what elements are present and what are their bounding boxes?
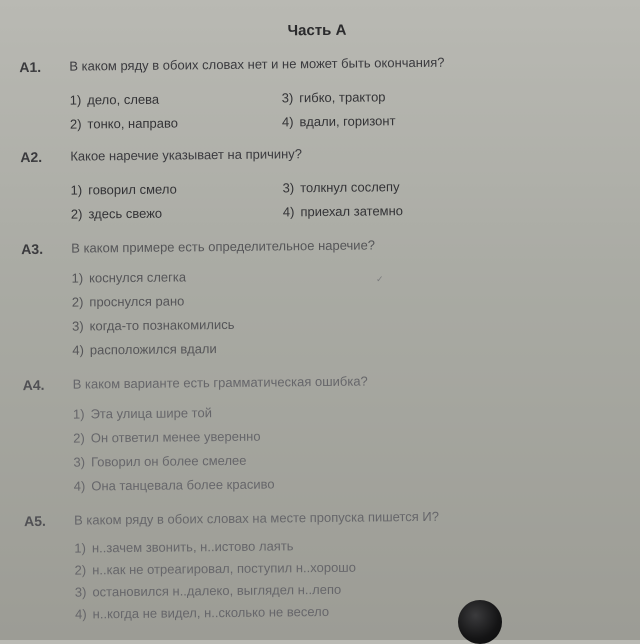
option-4 [282, 113, 396, 129]
option-number: 1) [69, 92, 82, 108]
option-number: 3) [71, 318, 84, 334]
option-number: 2) [69, 116, 82, 132]
option-2 [72, 293, 185, 309]
question-number: А3. [21, 240, 44, 258]
option-text: н..как не отреагировал, поступил н..хорошо [92, 559, 356, 578]
option-text: расположился вдали [89, 341, 217, 358]
option-text: Он ответил менее уверенно [90, 428, 261, 446]
question-a5 [24, 507, 624, 622]
option-2 [75, 560, 356, 578]
option-number: 4) [73, 478, 86, 494]
option-4 [74, 476, 275, 493]
option-3 [283, 179, 400, 195]
option-text: Говорил он более смелее [90, 452, 247, 470]
question-number: А4. [22, 376, 45, 394]
option-2 [73, 429, 260, 446]
option-4 [283, 203, 403, 219]
page-heading: Часть А [287, 21, 347, 40]
option-3 [75, 582, 342, 600]
option-number: 2) [73, 430, 85, 446]
option-text: вдали, горизонт [299, 113, 396, 130]
question-number: А2. [20, 148, 43, 166]
question-a2 [20, 143, 620, 222]
question-a1 [19, 53, 619, 132]
option-number: 2) [71, 294, 84, 310]
option-text: проснулся рано [89, 293, 185, 310]
option-text: коснулся слегка [89, 269, 187, 286]
option-text: говорил смело [88, 181, 177, 198]
option-1 [74, 538, 293, 555]
option-number: 4) [281, 114, 294, 130]
option-number: 2) [74, 562, 87, 578]
black-knob-object [458, 600, 502, 644]
option-1 [71, 269, 186, 285]
question-text: В каком примере есть определительное наречие? [71, 237, 376, 256]
option-4 [72, 341, 217, 358]
question-a4 [22, 371, 623, 494]
option-text: приехал затемно [300, 203, 404, 220]
option-number: 4) [72, 342, 84, 358]
question-a3 [21, 235, 621, 358]
option-number: 1) [72, 406, 85, 422]
option-number: 3) [281, 90, 294, 106]
question-number: А1. [19, 58, 42, 76]
option-number: 1) [71, 270, 84, 286]
option-1 [70, 92, 160, 108]
option-1 [71, 181, 177, 197]
question-text: В каком ряду в обоих словах нет и не может быть окончания? [69, 54, 445, 74]
option-text: остановился н..далеко, выглядел н..лепо [92, 581, 342, 600]
option-number: 2) [70, 206, 83, 222]
option-number: 3) [282, 180, 295, 196]
option-number: 4) [282, 204, 295, 220]
option-text: н..когда не видел, н..сколько не весело [92, 603, 330, 622]
option-text: Она танцевала более красиво [91, 476, 275, 494]
option-1 [73, 405, 212, 421]
question-text: В каком ряду в обоих словах на месте пропуска пишется И? [74, 508, 440, 528]
option-text: толкнул сослепу [300, 179, 400, 196]
option-number: 3) [73, 454, 86, 470]
question-text: В каком варианте есть грамматическая ошибка? [72, 373, 368, 392]
option-3 [282, 89, 386, 105]
option-text: н..зачем звонить, н..истово лаять [91, 538, 294, 556]
pencil-mark: ✓ [376, 274, 384, 284]
option-number: 4) [74, 606, 87, 622]
option-text: тонко, направо [87, 115, 178, 132]
option-number: 3) [74, 584, 87, 600]
option-3 [73, 453, 246, 470]
option-2 [71, 206, 162, 222]
option-2 [70, 115, 178, 131]
option-number: 1) [70, 182, 83, 198]
option-text: здесь свежо [88, 205, 163, 222]
option-number: 1) [74, 540, 87, 556]
option-4 [75, 604, 329, 622]
option-text: дело, слева [87, 91, 160, 108]
option-text: Эта улица шире той [90, 405, 213, 422]
question-number: А5. [24, 512, 46, 530]
option-text: гибко, трактор [299, 89, 386, 106]
option-text: когда-то познакомились [89, 316, 235, 334]
question-text: Какое наречие указывает на причину? [70, 146, 303, 164]
option-3 [72, 317, 235, 334]
